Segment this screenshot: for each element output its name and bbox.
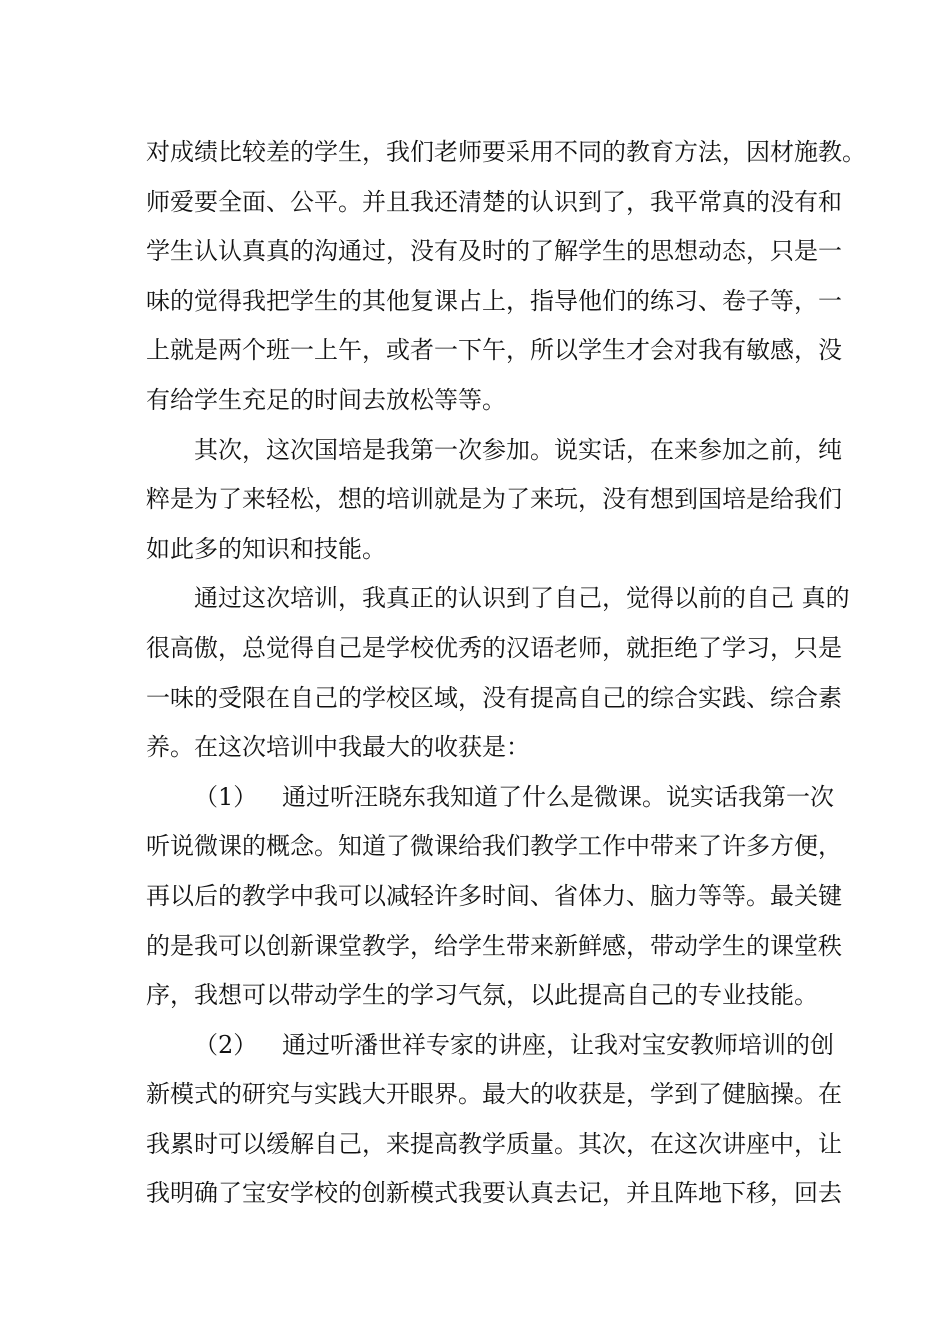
text-line: 有给学生充足的时间去放松等等。 (146, 385, 506, 414)
text-line: 粹是为了来轻松，想的培训就是为了来玩，没有想到国培是给我们 (146, 485, 842, 514)
item-number: （1） (194, 782, 258, 811)
text-line: 很高傲，总觉得自己是学校优秀的汉语老师，就拒绝了学习，只是 (146, 633, 842, 662)
numbered-item-line (146, 773, 834, 823)
text-line: 一味的受限在自己的学校区域，没有提高自己的综合实践、综合素 (146, 683, 842, 712)
text-line: 味的觉得我把学生的其他复课占上，指导他们的练习、卷子等，一 (146, 286, 842, 315)
item-text: 通过听潘世祥专家的讲座，让我对宝安教师培训的创 (282, 1030, 834, 1059)
text-line: 的是我可以创新课堂教学，给学生带来新鲜感，带动学生的课堂秩 (146, 931, 842, 960)
text-line: 听说微课的概念。知道了微课给我们教学工作中带来了许多方便， (146, 832, 842, 861)
text-line: 学生认认真真的沟通过，没有及时的了解学生的思想动态，只是一 (146, 237, 842, 266)
text-line: 我累时可以缓解自己，来提高教学质量。其次，在这次讲座中，让 (146, 1129, 842, 1158)
text-line: 上就是两个班一上午，或者一下午，所以学生才会对我有敏感，没 (146, 336, 842, 365)
text-line: 序，我想可以带动学生的学习气氛，以此提高自己的专业技能。 (146, 981, 818, 1010)
numbered-item-line (146, 1021, 834, 1071)
text-line: 师爱要全面、公平。并且我还清楚的认识到了，我平常真的没有和 (146, 187, 842, 216)
text-line: 养。在这次培训中我最大的收获是： (146, 733, 530, 762)
document-body (146, 128, 866, 1219)
item-text: 通过听汪晓东我知道了什么是微课。说实话我第一次 (282, 782, 834, 811)
text-line: 对成绩比较差的学生，我们老师要采用不同的教育方法，因材施教。 (146, 138, 866, 166)
paragraph-start-line: 其次，这次国培是我第一次参加。说实话，在来参加之前，纯 (194, 435, 842, 464)
text-line: 再以后的教学中我可以减轻许多时间、省体力、脑力等等。最关键 (146, 881, 842, 910)
text-line: 我明确了宝安学校的创新模式我要认真去记，并且阵地下移，回去 (146, 1179, 842, 1208)
paragraph-start-line: 通过这次培训，我真正的认识到了自己，觉得以前的自己 真的 (194, 584, 850, 613)
text-line: 如此多的知识和技能。 (146, 534, 386, 563)
item-number: （2） (194, 1030, 258, 1059)
text-line: 新模式的研究与实践大开眼界。最大的收获是，学到了健脑操。在 (146, 1080, 842, 1109)
